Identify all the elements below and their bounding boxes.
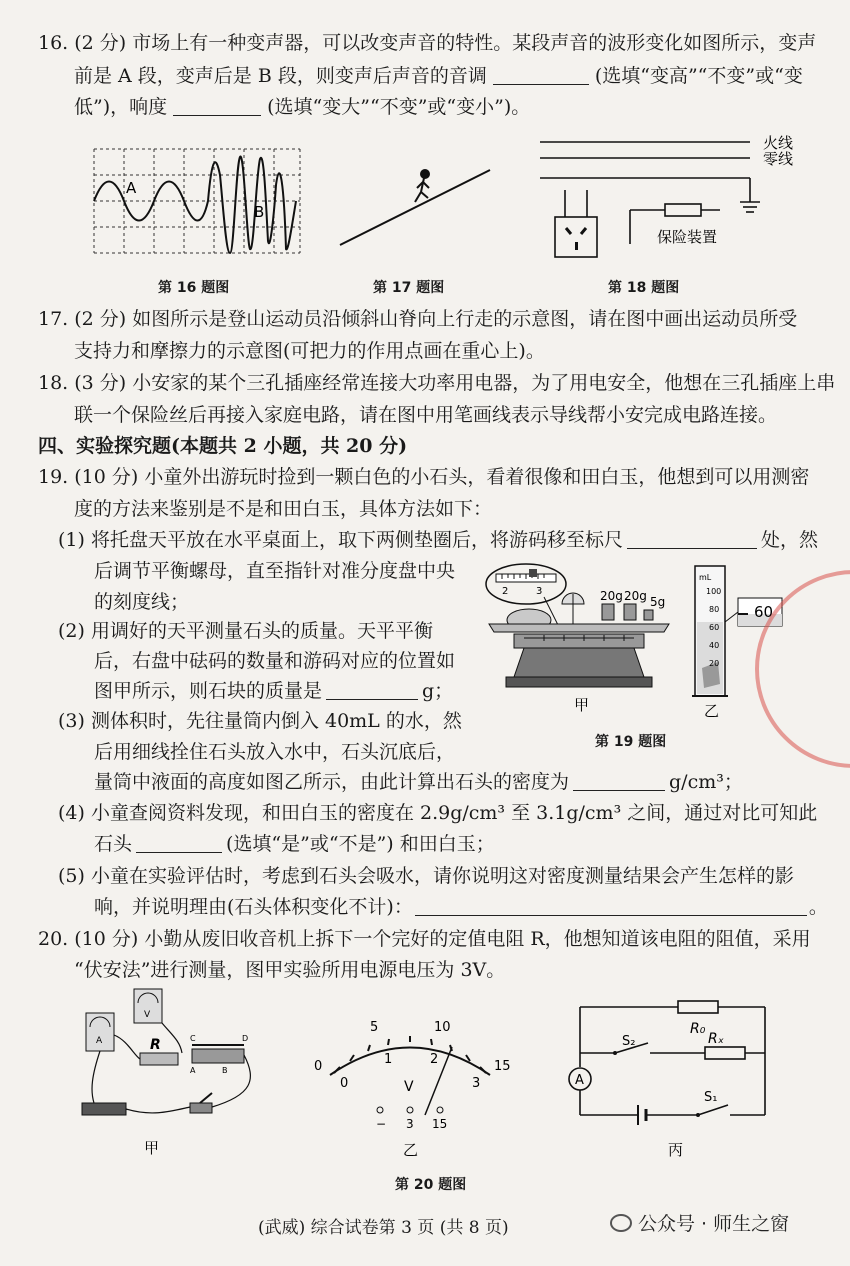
- fig19-weight-3: 5g: [650, 595, 666, 609]
- q16-line1: 16. (2 分) 市场上有一种变声器，可以改变声音的特性。某段声音的波形变化如图所示，变声: [38, 32, 817, 54]
- fig20-rheo-c: C: [190, 1034, 196, 1043]
- q19-part4-line1: (4) 小童查阅资料发现，和田白玉的密度在 2.9g/cm³ 至 3.1g/cm³ 之间，通过对比可知此: [58, 802, 818, 824]
- q20-line2: “伏安法”进行测量，图甲实验所用电源电压为 3V。: [74, 959, 506, 981]
- q19-part2-line3: [94, 678, 453, 704]
- q19-blank-mass[interactable]: [326, 679, 418, 700]
- watermark-text: 公众号 · 师生之窗: [638, 1213, 790, 1235]
- fig20-label-bing: 丙: [668, 1141, 684, 1159]
- fig19-zoom-value: 60: [754, 603, 774, 621]
- q19-p3-text-d: g/cm³；: [669, 771, 743, 793]
- fig19-cyl-tick-80: 80: [709, 605, 720, 614]
- q19-p1-text-a: (1) 将托盘天平放在水平桌面上，取下两侧垫圈后，将游码移至标尺: [58, 529, 623, 551]
- q19-part3-line1: (3) 测体积时，先往量筒内倒入 40mL 的水，然: [58, 710, 462, 732]
- q19-p1-text-b: 处，然: [760, 529, 818, 551]
- q19-part1-line3: 的刻度线；: [94, 591, 190, 613]
- fig20-caption: 第 20 题图: [395, 1177, 467, 1193]
- fig18-caption: 第 18 题图: [608, 280, 680, 296]
- fig20-voltmeter-icon: V: [144, 1010, 151, 1020]
- q19-blank-density[interactable]: [573, 770, 665, 791]
- fig19-cyl-tick-60: 60: [709, 623, 720, 632]
- terminal-15: 15: [432, 1117, 448, 1131]
- fig19-rider-tick-3: 3: [536, 586, 543, 597]
- q18-line1: 18. (3 分) 小安家的某个三孔插座经常连接大功率用电器，为了用电安全，他想在三孔插座上串: [38, 372, 836, 394]
- q19-p4-text-c: (选填“是”或“不是”) 和田白玉；: [226, 833, 495, 855]
- fig20-rheo-b: B: [222, 1066, 228, 1075]
- q16-blank-loudness[interactable]: [173, 95, 261, 116]
- schematic-ammeter: A: [575, 1073, 584, 1088]
- wechat-icon: [610, 1214, 632, 1232]
- fig19-cyl-tick-40: 40: [709, 641, 720, 650]
- fig18-circuit: [535, 132, 815, 272]
- q19-blank-reason[interactable]: [415, 895, 807, 916]
- fig19-weight-2: 20g: [624, 589, 647, 603]
- schematic-r0: R₀: [690, 1021, 706, 1037]
- q19-part5-line2: [94, 894, 828, 920]
- q19-p4-text-b: 石头: [94, 833, 133, 855]
- q19-p5-text-b: 响，并说明理由(石头体积变化不计)：: [94, 896, 413, 918]
- dial-tick-right-15: 15: [494, 1059, 511, 1074]
- dial-unit-v: V: [404, 1079, 414, 1095]
- q19-part1-line2: 后调节平衡螺母，直至指针对准分度盘中央: [94, 560, 456, 582]
- fig17-incline: [335, 160, 495, 250]
- q18-line2: 联一个保险丝后再接入家庭电路，请在图中用笔画线表示导线帮小安完成电路连接。: [74, 404, 778, 426]
- q19-part5-line1: (5) 小童在实验评估时，考虑到石头会吸水，请你说明这对密度测量结果会产生怎样的影: [58, 865, 794, 887]
- fig16-waveform: [90, 145, 305, 257]
- schematic-s2: S₂: [622, 1034, 636, 1049]
- schematic-s1: S₁: [704, 1090, 718, 1105]
- fig19-cyl-tick-100: 100: [706, 587, 722, 596]
- climber-figure: [415, 170, 429, 202]
- q19-line2: 度的方法来鉴别是不是和田白玉，具体方法如下：: [74, 498, 493, 520]
- fig17-caption: 第 17 题图: [373, 280, 445, 296]
- fig19-balance: [484, 552, 689, 717]
- fig16-label-a: A: [126, 179, 137, 197]
- terminal-minus: −: [376, 1117, 387, 1131]
- dial-tick-bottom-3: 3: [472, 1076, 481, 1091]
- q17-line1: 17. (2 分) 如图所示是登山运动员沿倾斜山脊向上行走的示意图，请在图中画出运动员所受: [38, 308, 798, 330]
- fig19-cyl-tick-20: 20: [709, 659, 720, 668]
- section-heading: 四、实验探究题(本题共 2 小题，共 20 分): [38, 435, 408, 457]
- fig19-label-yi: 乙: [704, 702, 720, 720]
- fig18-fuse-label: 保险装置: [657, 228, 718, 246]
- fig19-caption: 第 19 题图: [595, 734, 667, 750]
- fig18-socket-icon: [566, 228, 586, 250]
- schematic-rx: Rₓ: [708, 1031, 724, 1047]
- dial-ticks: [334, 1036, 486, 1073]
- fig20-label-jia: 甲: [144, 1139, 160, 1157]
- q16-text-c: 低”)，响度: [74, 96, 168, 118]
- fig20-physical-circuit: [72, 985, 272, 1160]
- q16-line3: [74, 94, 530, 120]
- fig16-wave-b: [208, 157, 296, 253]
- q19-part3-line3: [94, 769, 743, 795]
- dial-tick-left-0: 0: [314, 1059, 323, 1074]
- fig16-caption: 第 16 题图: [158, 280, 230, 296]
- dial-tick-bottom-1: 1: [384, 1052, 393, 1067]
- q19-blank-scale[interactable]: [627, 528, 757, 549]
- q16-blank-pitch[interactable]: [493, 64, 589, 85]
- fig20-voltmeter-dial: [310, 1015, 515, 1160]
- q16-line2: [74, 63, 803, 89]
- q16-text-d: (选填“变大”“不变”或“变小”)。: [267, 96, 531, 118]
- q19-blank-judge[interactable]: [136, 832, 222, 853]
- fig19-weight-1: 20g: [600, 589, 623, 603]
- q19-p3-text-c: 量筒中液面的高度如图乙所示，由此计算出石头的密度为: [94, 771, 570, 793]
- fig18-neutral-label: 零线: [763, 150, 794, 168]
- q16-text-b: (选填“变高”“不变”或“变: [594, 65, 803, 87]
- dial-tick-bottom-2: 2: [430, 1052, 439, 1067]
- q16-text-a: 前是 A 段，变声后是 B 段，则变声后声音的音调: [74, 65, 487, 87]
- dial-tick-top-5: 5: [370, 1020, 379, 1035]
- terminal-3: 3: [406, 1117, 414, 1131]
- fig19-rider-tick-2: 2: [502, 586, 509, 597]
- fig20-label-yi: 乙: [403, 1141, 419, 1159]
- q20-line1: 20. (10 分) 小勤从废旧收音机上拆下一个完好的定值电阻 R，他想知道该电阻的阻值，采用: [38, 928, 811, 950]
- fig19-label-jia: 甲: [574, 696, 590, 714]
- fig20-ammeter-icon: A: [96, 1036, 103, 1046]
- q19-part4-line2: [94, 831, 495, 857]
- watermark: [610, 1209, 789, 1236]
- fig20-rheo-d: D: [242, 1034, 249, 1043]
- q19-p5-text-c: 。: [808, 896, 828, 918]
- fig20-r-label: R: [150, 1037, 161, 1053]
- q19-p2-text-c: 图甲所示，则石块的质量是: [94, 680, 323, 702]
- q17-line2: 支持力和摩擦力的示意图(可把力的作用点画在重心上)。: [74, 340, 545, 362]
- q19-part1-line1: [58, 527, 818, 553]
- dial-tick-top-10: 10: [434, 1020, 451, 1035]
- fig16-label-b: B: [254, 203, 265, 221]
- q19-part3-line2: 后用细线拴住石头放入水中，石头沉底后，: [94, 741, 456, 763]
- fig18-live-label: 火线: [763, 134, 794, 152]
- page-footer: (武威) 综合试卷第 3 页 (共 8 页): [258, 1218, 509, 1238]
- q19-line1: 19. (10 分) 小童外出游玩时捡到一颗白色的小石头，看着很像和田白玉，他想到可以用测密: [38, 466, 810, 488]
- fig20-rheo-a: A: [190, 1066, 196, 1075]
- q19-p2-text-d: g；: [422, 680, 454, 702]
- q19-part2-line1: (2) 用调好的天平测量石头的质量。天平平衡: [58, 620, 433, 642]
- q19-part2-line2: 后，右盘中砝码的数量和游码对应的位置如: [94, 650, 456, 672]
- fig19-cyl-unit: mL: [699, 573, 712, 582]
- fig20-schematic: [560, 995, 780, 1160]
- dial-tick-bottom-0: 0: [340, 1076, 349, 1091]
